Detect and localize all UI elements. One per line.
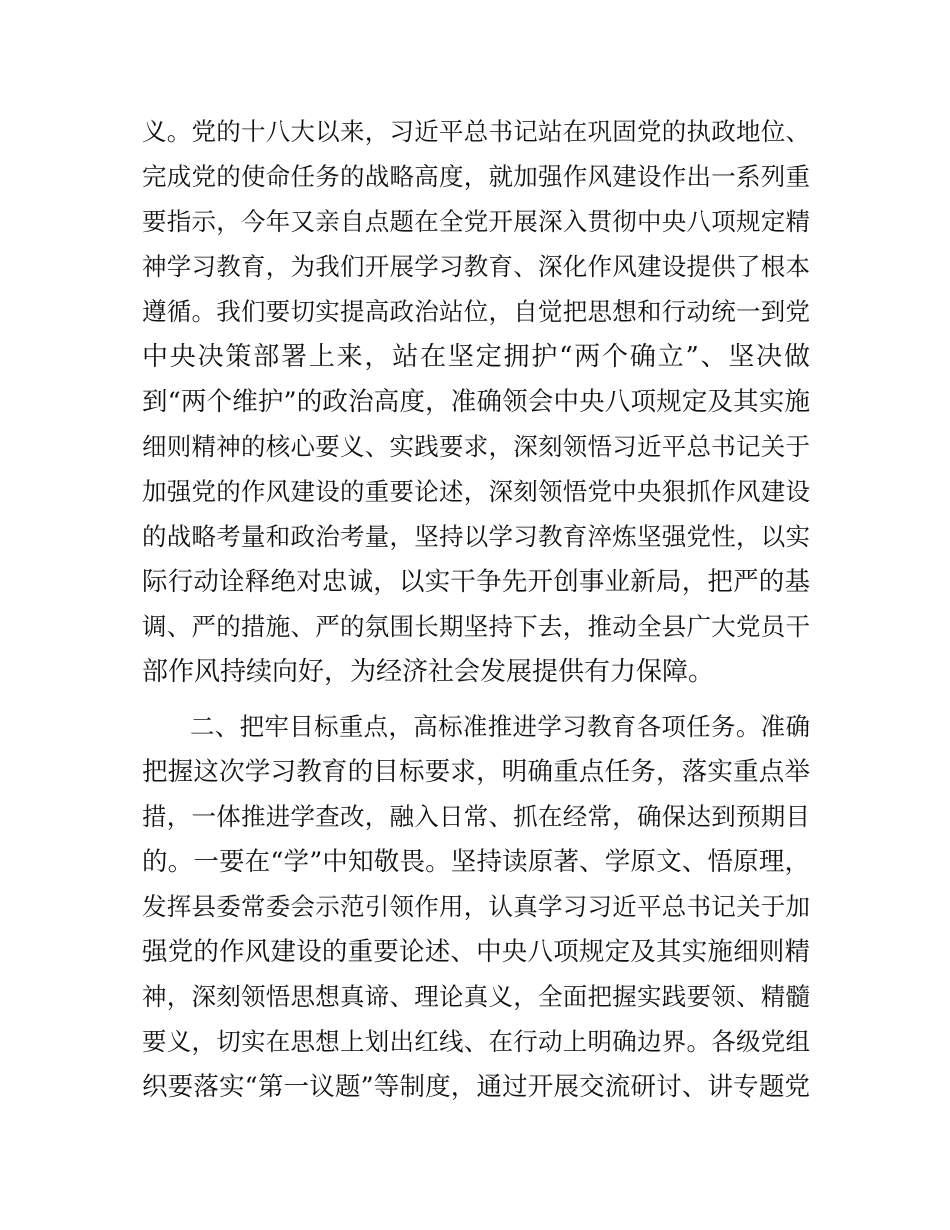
- paragraph-1-line-3: 要指示，今年又亲自点题在全党开展深入贯彻中央八项规定精: [142, 207, 810, 236]
- paragraph-2-line-9: 织要落实“第一议题”等制度，通过开展交流研讨、讲专题党: [142, 1072, 810, 1102]
- paragraph-1-line-7: 到“两个维护”的政治高度，准确领会中央八项规定及其实施: [142, 387, 810, 417]
- paragraph-2-line-1: 二、把牢目标重点，高标准推进学习教育各项任务。准确: [190, 712, 810, 741]
- paragraph-2-line-4: 的。一要在“学”中知敬畏。坚持读原著、学原文、悟原理，: [142, 847, 810, 877]
- paragraph-1-line-12: 调、严的措施、严的氛围长期坚持下去，推动全县广大党员干: [142, 612, 810, 641]
- paragraph-1-line-8: 细则精神的核心要义、实践要求，深刻领悟习近平总书记关于: [142, 432, 810, 461]
- paragraph-1-line-1: 义。党的十八大以来，习近平总书记站在巩固党的执政地位、: [142, 117, 810, 146]
- paragraph-2-line-3: 措，一体推进学查改，融入日常、抓在经常，确保达到预期目: [142, 802, 810, 831]
- paragraph-2-line-7: 神，深刻领悟思想真谛、理论真义，全面把握实践要领、精髓: [142, 982, 810, 1011]
- paragraph-2-line-2: 把握这次学习教育的目标要求，明确重点任务，落实重点举: [142, 757, 810, 787]
- paragraph-1-line-6: 中央决策部署上来，站在坚定拥护“两个确立”、坚决做: [142, 342, 810, 372]
- paragraph-1-line-10: 的战略考量和政治考量，坚持以学习教育淬炼坚强党性，以实: [142, 522, 810, 551]
- paragraph-1-line-13: 部作风持续向好，为经济社会发展提供有力保障。: [142, 657, 715, 687]
- paragraph-1-line-11: 际行动诠释绝对忠诚，以实干争先开创事业新局，把严的基: [142, 567, 810, 597]
- paragraph-1-line-5: 遵循。我们要切实提高政治站位，自觉把思想和行动统一到党: [142, 297, 810, 326]
- paragraph-2-line-8: 要义，切实在思想上划出红线、在行动上明确边界。各级党组: [142, 1027, 810, 1056]
- paragraph-1-line-2: 完成党的使命任务的战略高度，就加强作风建设作出一系列重: [142, 162, 810, 191]
- paragraph-1-line-9: 加强党的作风建设的重要论述，深刻领悟党中央狠抓作风建设: [142, 477, 810, 506]
- paragraph-2-line-6: 强党的作风建设的重要论述、中央八项规定及其实施细则精: [142, 937, 810, 967]
- paragraph-1-line-4: 神学习教育，为我们开展学习教育、深化作风建设提供了根本: [142, 252, 810, 281]
- paragraph-2-line-5: 发挥县委常委会示范引领作用，认真学习习近平总书记关于加: [142, 892, 810, 921]
